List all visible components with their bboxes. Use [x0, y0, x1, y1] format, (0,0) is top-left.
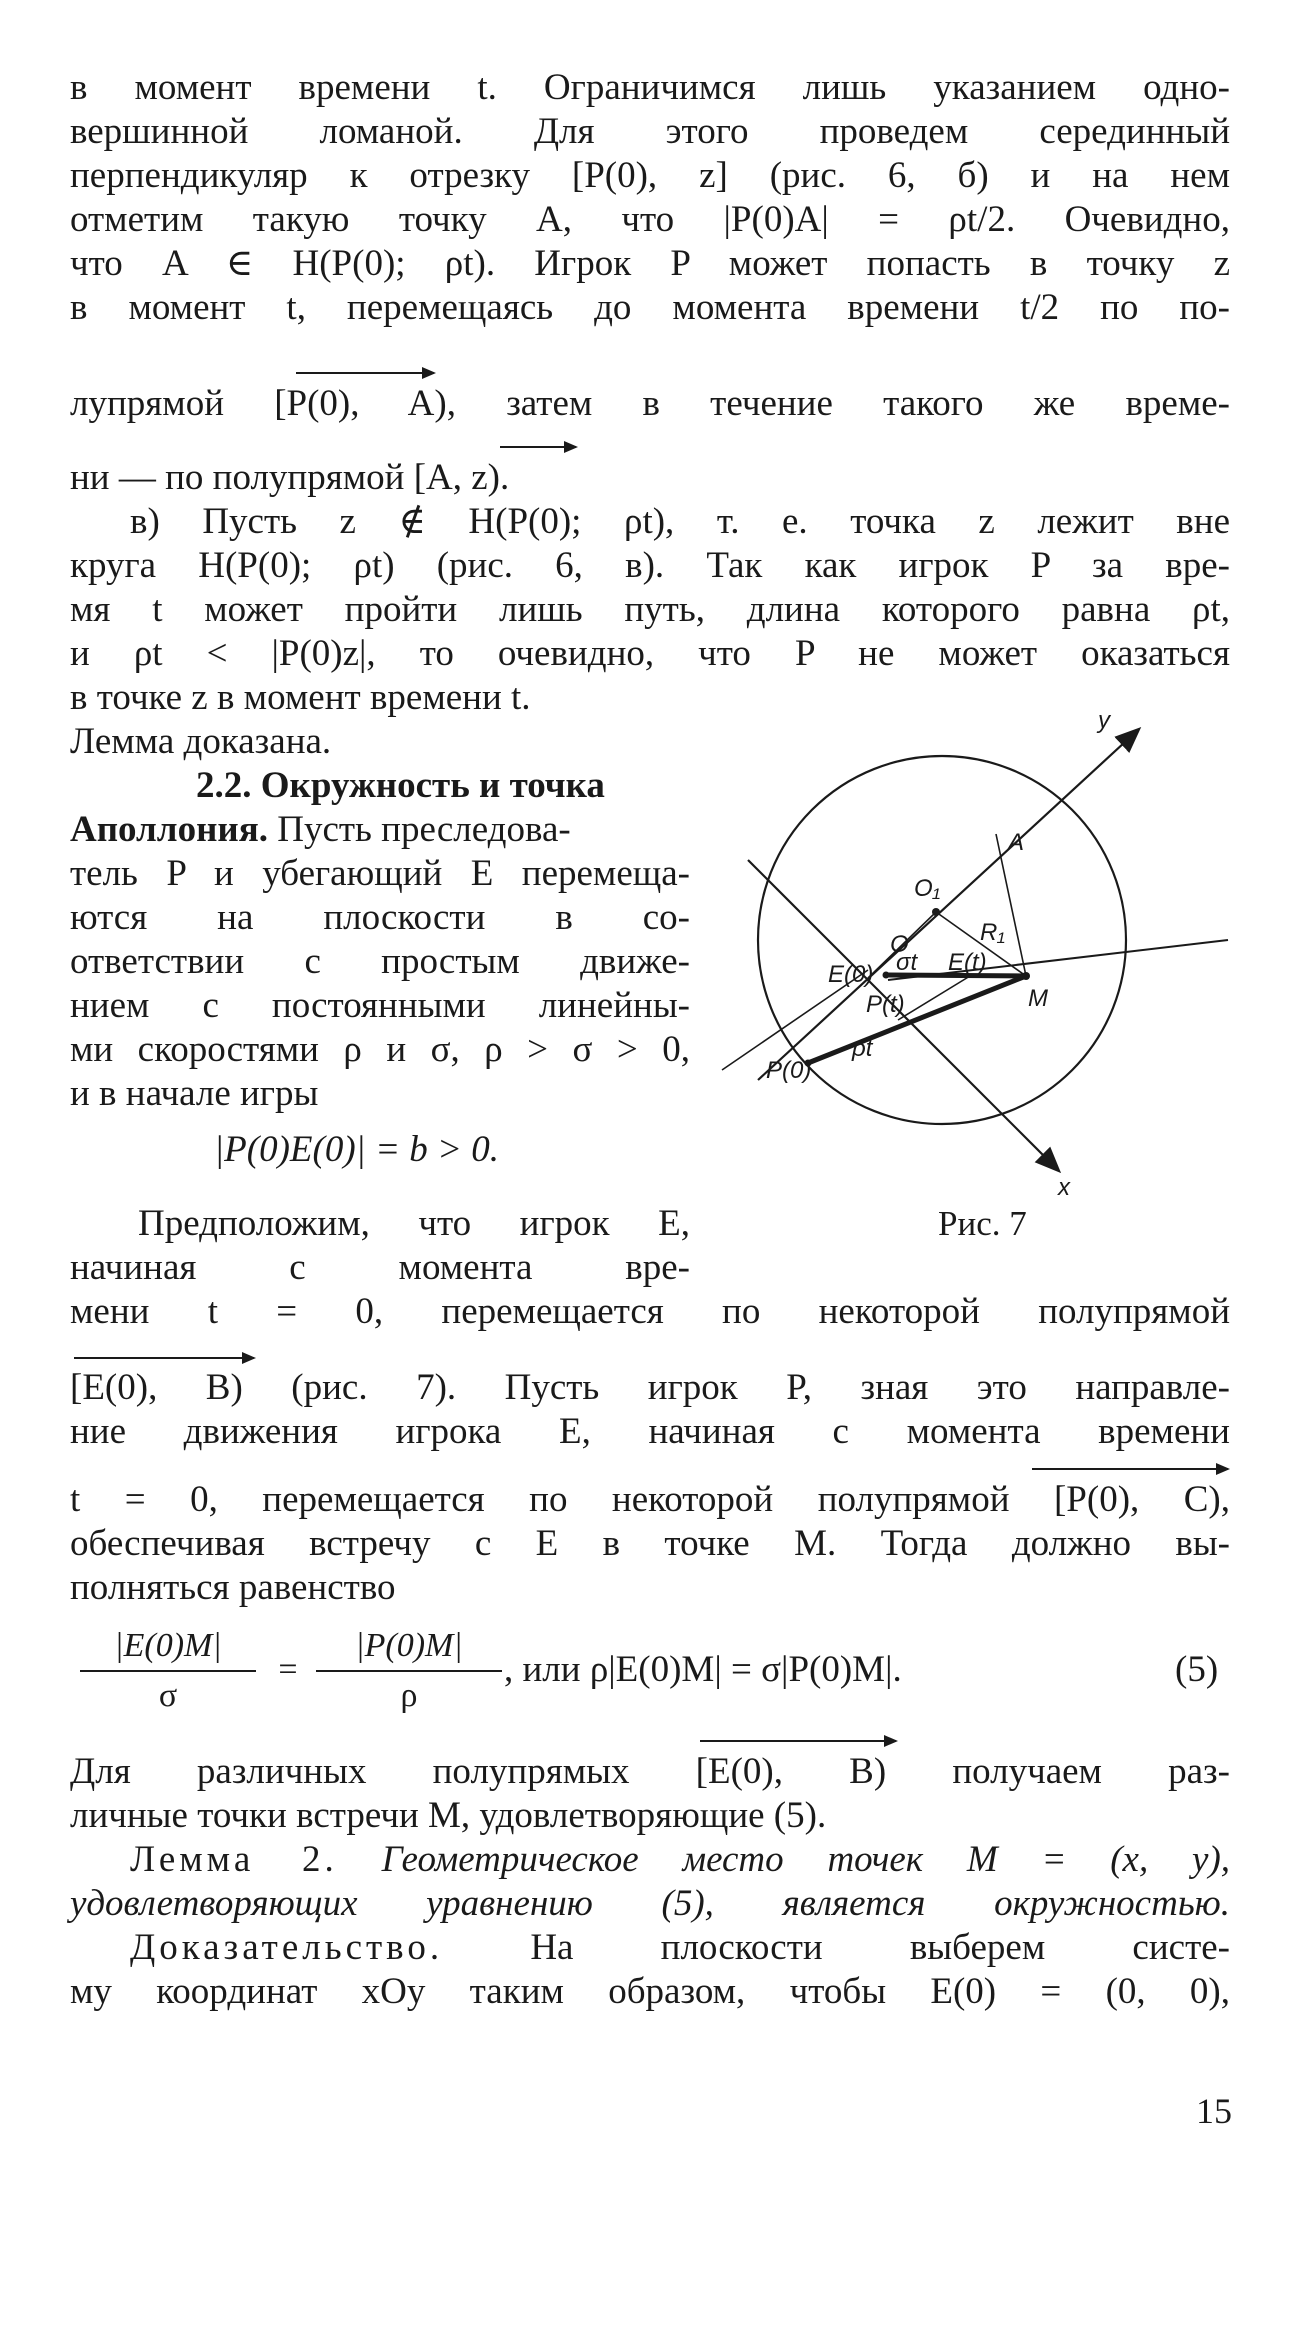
text-line: [E(0), B) (рис. 7). Пусть игрок P, зная это направле-: [70, 1367, 1230, 1408]
label-y: y: [1098, 707, 1110, 734]
text-line: ние движения игрока E, начиная с момента времени: [70, 1411, 1230, 1452]
fraction-bar: [316, 1670, 502, 1672]
equation-denominator: ρ: [400, 1677, 418, 1714]
equals-sign: =: [278, 1651, 298, 1688]
point-m: [1022, 972, 1030, 980]
equation-numerator: |E(0)M|: [114, 1627, 222, 1664]
section-heading: 2.2. Окружность и точка: [196, 765, 605, 806]
text-line: мя t может пройти лишь путь, длина которого равна ρt,: [70, 589, 1230, 630]
fraction-bar: [80, 1670, 256, 1672]
text-line: вершинной ломаной. Для этого проведем серединный: [70, 111, 1230, 152]
equation-numerator: |P(0)M|: [355, 1627, 463, 1664]
half-line-arrow: [500, 446, 576, 448]
label-pt: P(t): [866, 991, 905, 1018]
text-line: ни — по полупрямой [A, z).: [70, 457, 510, 498]
text-line: личные точки встречи M, удовлетворяющие (5).: [70, 1795, 827, 1836]
text-line: ми скоростями ρ и σ, ρ > σ > 0,: [70, 1029, 690, 1070]
text-line: круга H(P(0); ρt) (рис. 6, в). Так как игрок P за вре-: [70, 545, 1230, 586]
text-line: ются на плоскости в со-: [70, 897, 690, 938]
text-line: в) Пусть z ∉ H(P(0); ρt), т. е. точка z лежит вне: [130, 501, 1230, 542]
text-line: Для различных полупрямых [E(0), B) получаем раз-: [70, 1751, 1230, 1792]
figure-7-diagram: [718, 700, 1238, 1200]
equation-tail: , или ρ|E(0)M| = σ|P(0)M|.: [504, 1649, 902, 1690]
label-a: A: [1008, 829, 1025, 856]
point-e0: [883, 972, 890, 979]
half-line-arrow: [1032, 1468, 1228, 1470]
display-formula: |P(0)E(0)| = b > 0.: [214, 1129, 500, 1170]
text-line: и ρt < |P(0)z|, то очевидно, что P не может оказаться: [70, 633, 1230, 674]
page-number: 15: [1196, 2091, 1232, 2131]
equation-label: (5): [1175, 1649, 1219, 1690]
text-line: лупрямой [P(0), A), затем в течение такого же време-: [70, 383, 1230, 424]
text-line: отметим такую точку A, что |P(0)A| = ρt/2. Очевидно,: [70, 199, 1230, 240]
apollonius-circle: [758, 756, 1126, 1124]
label-et: E(t): [948, 949, 987, 976]
y-axis: [758, 730, 1138, 1080]
text-line: перпендикуляр к отрезку [P(0), z] (рис. 6, б) и на нем: [70, 155, 1230, 196]
label-sigma-t: σt: [896, 949, 918, 976]
label-p0: P(0): [766, 1057, 812, 1084]
label-x: x: [1058, 1174, 1070, 1200]
label-m: M: [1028, 985, 1048, 1012]
text-line: мени t = 0, перемещается по некоторой полупрямой: [70, 1291, 1230, 1332]
text-line: t = 0, перемещается по некоторой полупрямой [P(0), C),: [70, 1479, 1230, 1520]
figure-caption: Рис. 7: [938, 1204, 1027, 1243]
text-line: обеспечивая встречу с E в точке M. Тогда должно вы-: [70, 1523, 1230, 1564]
section-heading-end: Аполлония.: [70, 809, 268, 850]
text-line: и в начале игры: [70, 1073, 319, 1114]
text-line: начиная с момента вре-: [70, 1247, 690, 1288]
text-span: Пусть преследова-: [277, 809, 571, 850]
text-line: Предположим, что игрок E,: [138, 1203, 690, 1244]
half-line-arrow: [700, 1740, 896, 1742]
label-r1: R₁: [980, 919, 1005, 946]
label-e0: E(0): [828, 961, 874, 988]
center-o1-point: [932, 908, 940, 916]
text-line: [70, 808, 690, 852]
equation-denominator: σ: [158, 1677, 178, 1714]
text-span: Геометрическое место точек M = (x, y),: [381, 1839, 1231, 1880]
text-line: что A ∈ H(P(0); ρt). Игрок P может попасть в точку z: [70, 243, 1230, 284]
lemma-label: Лемма 2.: [130, 1839, 338, 1880]
half-line-arrow: [296, 372, 434, 374]
text-line: нием с постоянными линейны-: [70, 985, 690, 1026]
text-line: Лемма доказана.: [70, 721, 332, 762]
half-line-arrow: [74, 1357, 254, 1359]
text-line: удовлетворяющих уравнению (5), является окружностью.: [70, 1883, 1230, 1924]
text-line: [130, 1926, 1230, 1970]
text-line: в момент t, перемещаясь до момента времени t/2 по по-: [70, 287, 1230, 328]
text-line: в точке z в момент времени t.: [70, 677, 531, 718]
proof-label: Доказательство.: [130, 1927, 444, 1968]
label-o: O: [890, 931, 909, 958]
text-line: ответствии с простым движе-: [70, 941, 690, 982]
text-line: в момент времени t. Ограничимся лишь указанием одно-: [70, 67, 1230, 108]
text-line: тель P и убегающий E перемеща-: [70, 853, 690, 894]
label-o1: O₁: [914, 875, 941, 902]
text-line: му координат xOy таким образом, чтобы E(0) = (0, 0),: [70, 1971, 1230, 2012]
text-line: [130, 1838, 1230, 1882]
label-rho-t: ρt: [852, 1035, 873, 1062]
text-span: На плоскости выберем систе-: [530, 1927, 1230, 1968]
text-line: полняться равенство: [70, 1567, 396, 1608]
